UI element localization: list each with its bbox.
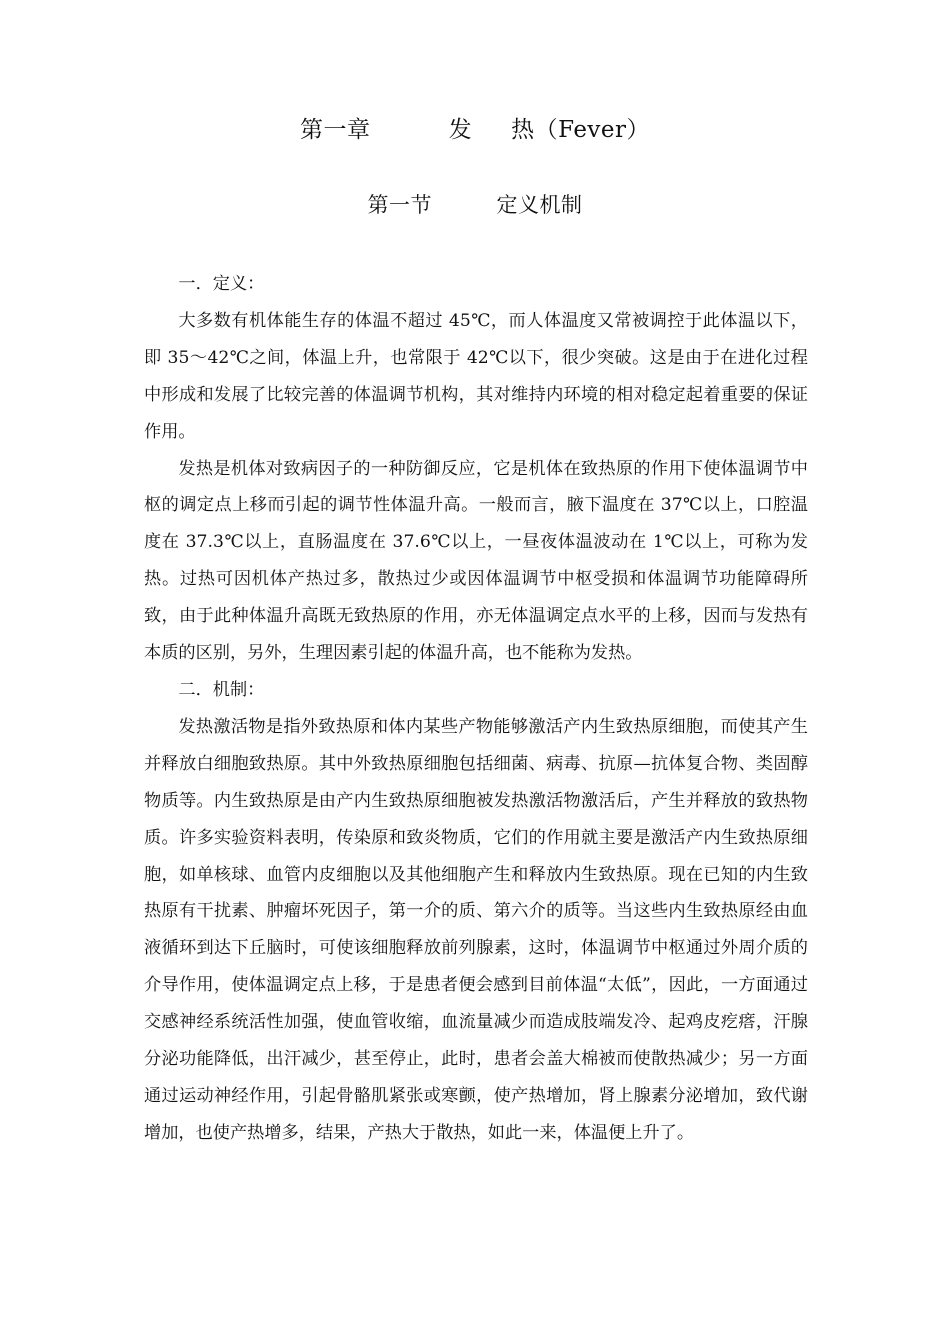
section-label: 第一节 <box>367 193 432 217</box>
chapter-title-part-2: 热（Fever） <box>511 117 651 143</box>
definition-heading: 一．定义： <box>178 274 265 294</box>
mechanism-heading: 二．机制： <box>178 679 265 700</box>
definition-paragraph-2: 发热是机体对致病因子的一种防御反应，它是机体在致热原的作用下使体温调节中枢的调定点上移而引起的调节性体温升高。一般而言，腋下温度在 37℃以上，口腔温度在 37.3℃以上，直肠温度在 37.6℃以上，一昼夜体温波动在 1℃以上，可称为发热。过热可因机体产热过多，散热过少或因体温调节中枢受损和体温调节功能障碍所致，由于此种体温升高既无致热原的作用，亦无体温调定点水平的上移，因而与发热有本质的区别，另外，生理因素引起的体温升高，也不能称为发热。 <box>144 458 808 664</box>
chapter-title <box>0 112 950 148</box>
chapter-title-part-1: 发 <box>448 117 473 143</box>
section-name: 定义机制 <box>496 193 583 217</box>
definition-paragraph-1: 大多数有机体能生存的体温不超过 45℃，而人体温度又常被调控于此体温以下，即 35～42℃之间，体温上升，也常限于 42℃以下，很少突破。这是由于在进化过程中形成和发展了比较完善的体温调节机构，其对维持内环境的相对稳定起着重要的保证作用。 <box>144 310 808 442</box>
chapter-label: 第一章 <box>299 117 371 143</box>
mechanism-paragraph-1: 发热激活物是指外致热原和体内某些产物能够激活产内生致热原细胞，而使其产生并释放白细胞致热原。其中外致热原细胞包括细菌、病毒、抗原—抗体复合物、类固醇物质等。内生致热原是由产内生致热原细胞被发热激活物激活后，产生并释放的致热物质。许多实验资料表明，传染原和致炎物质，它们的作用就主要是激活产内生致热原细胞，如单核球、血管内皮细胞以及其他细胞产生和释放内生致热原。现在已知的内生致热原有干扰素、肿瘤坏死因子，第一介的质、第六介的质等。当这些内生致热原经由血液循环到达下丘脑时，可使该细胞释放前列腺素，这时，体温调节中枢通过外周介质的介导作用，使体温调定点上移，于是患者便会感到目前体温“太低”，因此，一方面通过交感神经系统活性加强，使血管收缩，血流量减少而造成肢端发冷、起鸡皮疙瘩，汗腺分泌功能降低，出汗减少，甚至停止，此时，患者会盖大棉被而使散热减少；另一方面通过运动神经作用，引起骨骼肌紧张或寒颤，使产热增加，肾上腺素分泌增加，致代谢增加，也使产热增多，结果，产热大于散热，如此一来，体温便上升了。 <box>144 716 808 1143</box>
document-body <box>144 266 808 1152</box>
section-title <box>0 188 950 222</box>
